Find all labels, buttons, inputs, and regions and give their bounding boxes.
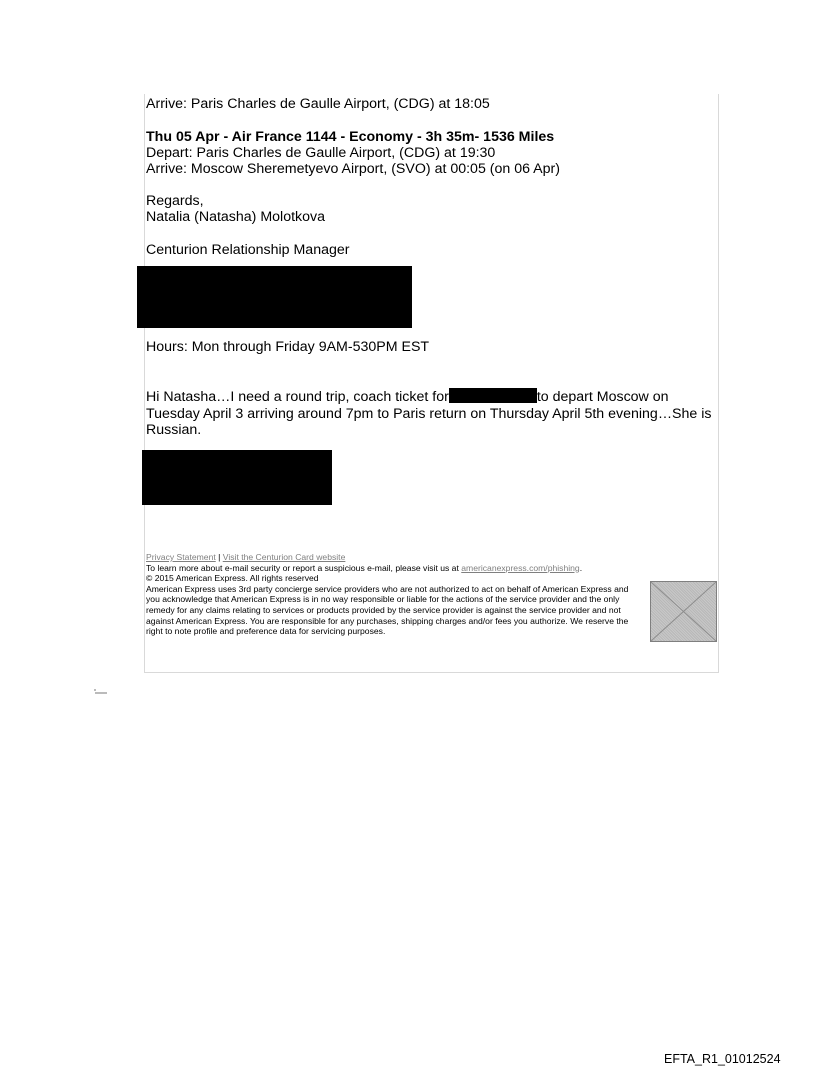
request-message: [146, 388, 716, 439]
copyright: © 2015 American Express. All rights reserved: [146, 573, 319, 584]
regards: Regards,: [146, 193, 204, 209]
office-hours: Hours: Mon through Friday 9AM-530PM EST: [146, 339, 430, 355]
privacy-statement-link[interactable]: Privacy Statement: [146, 552, 216, 562]
depart-line: Depart: Paris Charles de Gaulle Airport, (CDG) at 19:30: [146, 145, 496, 161]
sender-title: Centurion Relationship Manager: [146, 242, 350, 258]
footer-link-separator: |: [215, 552, 223, 562]
phishing-link[interactable]: americanexpress.com/phishing: [461, 562, 580, 573]
email-footer: [146, 552, 646, 637]
footer-links: [146, 552, 646, 563]
redaction-block-sender: [142, 450, 332, 505]
arrive-svo-line: Arrive: Moscow Sheremetyevo Airport, (SVO) at 00:05 (on 06 Apr): [146, 161, 560, 177]
centurion-website-link[interactable]: Visit the Centurion Card website: [222, 552, 346, 562]
flight-header: Thu 05 Apr - Air France 1144 - Economy - 3h 35m- 1536 Miles: [146, 129, 555, 145]
security-text: To learn more about e-mail security or report a suspicious e-mail, please visit us at: [146, 562, 462, 573]
redaction-inline-name: [449, 388, 537, 403]
arrive-cdg-line: Arrive: Paris Charles de Gaulle Airport, (CDG) at 18:05: [146, 96, 490, 112]
disclaimer: American Express uses 3rd party concierge service providers who are not authorized to act on behalf of American Express and you acknowledge that American Express is in no way responsible or liable for the actions of the service provider and the only remedy for any claims relating to services or products provided by the service provider is against the service provider and not against American Express. You are responsible for any purchases, shipping charges and/or fees you authorize. We reserve the right to note profile and preference data for servicing purposes.: [146, 583, 629, 637]
stray-mark: [94, 688, 108, 694]
broken-image-placeholder-icon: [650, 581, 717, 642]
security-text-end: .: [579, 562, 583, 573]
redaction-block-signature: [137, 266, 412, 328]
bates-number: EFTA_R1_01012524: [664, 1052, 781, 1066]
sender-name: Natalia (Natasha) Molotkova: [146, 209, 325, 225]
request-text-end: to depart Moscow on Tuesday April 3 arriving around 7pm to Paris return on Thursday April 5th evening…She is Russian.: [146, 389, 712, 438]
request-text-start: Hi Natasha…I need a round trip, coach ticket for: [146, 389, 449, 405]
security-notice: [146, 563, 646, 574]
